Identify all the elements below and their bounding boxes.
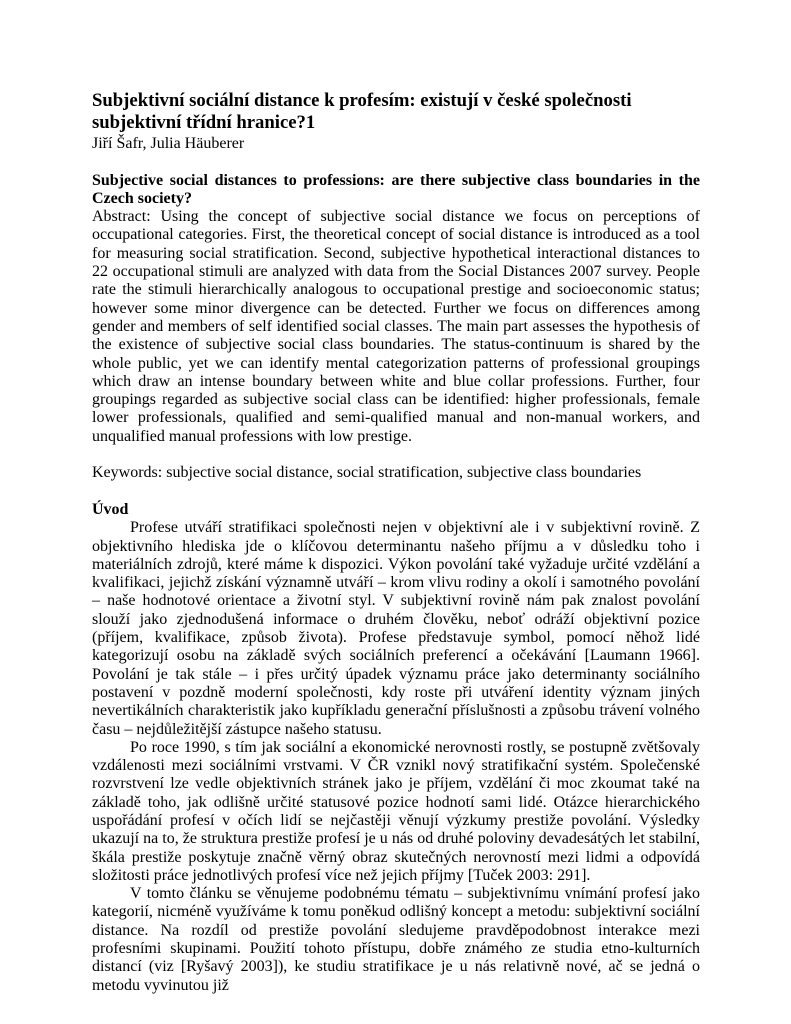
intro-paragraph-3: V tomto článku se věnujeme podobnému tématu – subjektivnímu vnímání profesí jako kategorií, nicméně využíváme k tomu poněkud odlišný koncept a metodu: subjektivní sociální distance. Na rozdíl od prestiže povolání sledujeme pravděpodobnost interakce mezi profesními skupinami. Použití tohoto přístupu, dobře známého ze studia etno-kulturních distancí (viz [Ryšavý 2003]), ke studiu stratifikace je u nás relativně nové, ač se jedná o metodu vyvinutou již [92,885,700,994]
paper-title-english: Subjective social distances to professions: are there subjective class boundaries in the Czech society? [92,171,700,207]
intro-paragraph-2: Po roce 1990, s tím jak sociální a ekonomické nerovnosti rostly, se postupně zvětšovaly vzdálenosti mezi sociálními vrstvami. V ČR vznikl nový stratifikační systém. Společenské rozvrstvení lze vedle objektivních stránek jako je příjem, vzdělání či moc zkoumat také na základě toho, jak odlišně určité statusové pozice hodnotí sami lidé. Otázce hierarchického uspořádání profesí v očích lidí se nejčastěji věnují výzkumy prestiže povolání. Výsledky ukazují na to, že struktura prestiže profesí je u nás od druhé poloviny devadesátých let stabilní, škála prestiže poskytuje značně věrný obraz skutečných nerovností mezi lidmi a odpovídá složitosti práce jednotlivých profesí více než jejich příjmy [Tuček 2003: 291]. [92,738,700,884]
paper-authors: Jiří Šafr, Julia Häuberer [92,135,245,152]
section-heading-intro: Úvod [92,500,129,518]
intro-paragraph-1: Profese utváří stratifikaci společnosti nejen v objektivní ale i v subjektivní rovině. Z objektivního hlediska jde o klíčovou determinantu našeho příjmu a v důsledku toho i materiálních zdrojů, které máme k dispozici. Výkon povolání také vyžaduje určité vzdělání a kvalifikaci, jejichž získání významně utváří – krom vlivu rodiny a okolí i samotného povolání – naše hodnotové orientace a životní styl. V subjektivní rovině nám pak znalost povolání slouží jako zjednodušená informace o druhém člověku, neboť odráží objektivní pozice (příjem, kvalifikace, způsob života). Profese představuje symbol, pomocí něhož lidé kategorizují osobu na základě svých sociálních preferencí a očekávání [Laumann 1966]. Povolání je tak stále – i přes určitý úpadek významu práce jako determinanty sociálního postavení v pozdně moderní společnosti, kdy roste při utváření identity význam jiných nevertikálních charakteristik jako kupříkladu generační příslušnosti a způsobu trávení volného času – nejdůležitější zástupce našeho statusu. [92,519,700,738]
abstract-text: Abstract: Using the concept of subjective social distance we focus on perceptions of occupational categories. First, the theoretical concept of social distance is introduced as a tool for measuring social stratification. Second, subjective hypothetical interactional distances to 22 occupational stimuli are analyzed with data from the Social Distances 2007 survey. People rate the stimuli hierarchically analogous to occupational prestige and socioeconomic status; however some minor divergence can be detected. Further we focus on differences among gender and members of self identified social classes. The main part assesses the hypothesis of the existence of subjective social class boundaries. The status-continuum is shared by the whole public, yet we can identify mental categorization patterns of professional groupings which draw an intense boundary between white and blue collar professions. Further, four groupings regarded as subjective social class can be identified: higher professionals, female lower professionals, qualified and semi-qualified manual and non-manual workers, and unqualified manual professions with low prestige. [92,208,700,445]
keywords-line: Keywords: subjective social distance, social stratification, subjective class boundaries [92,464,642,482]
paper-title-czech: Subjektivní sociální distance k profesím: existují v české společnosti subjektivní třídní hranice?1 [92,90,632,133]
